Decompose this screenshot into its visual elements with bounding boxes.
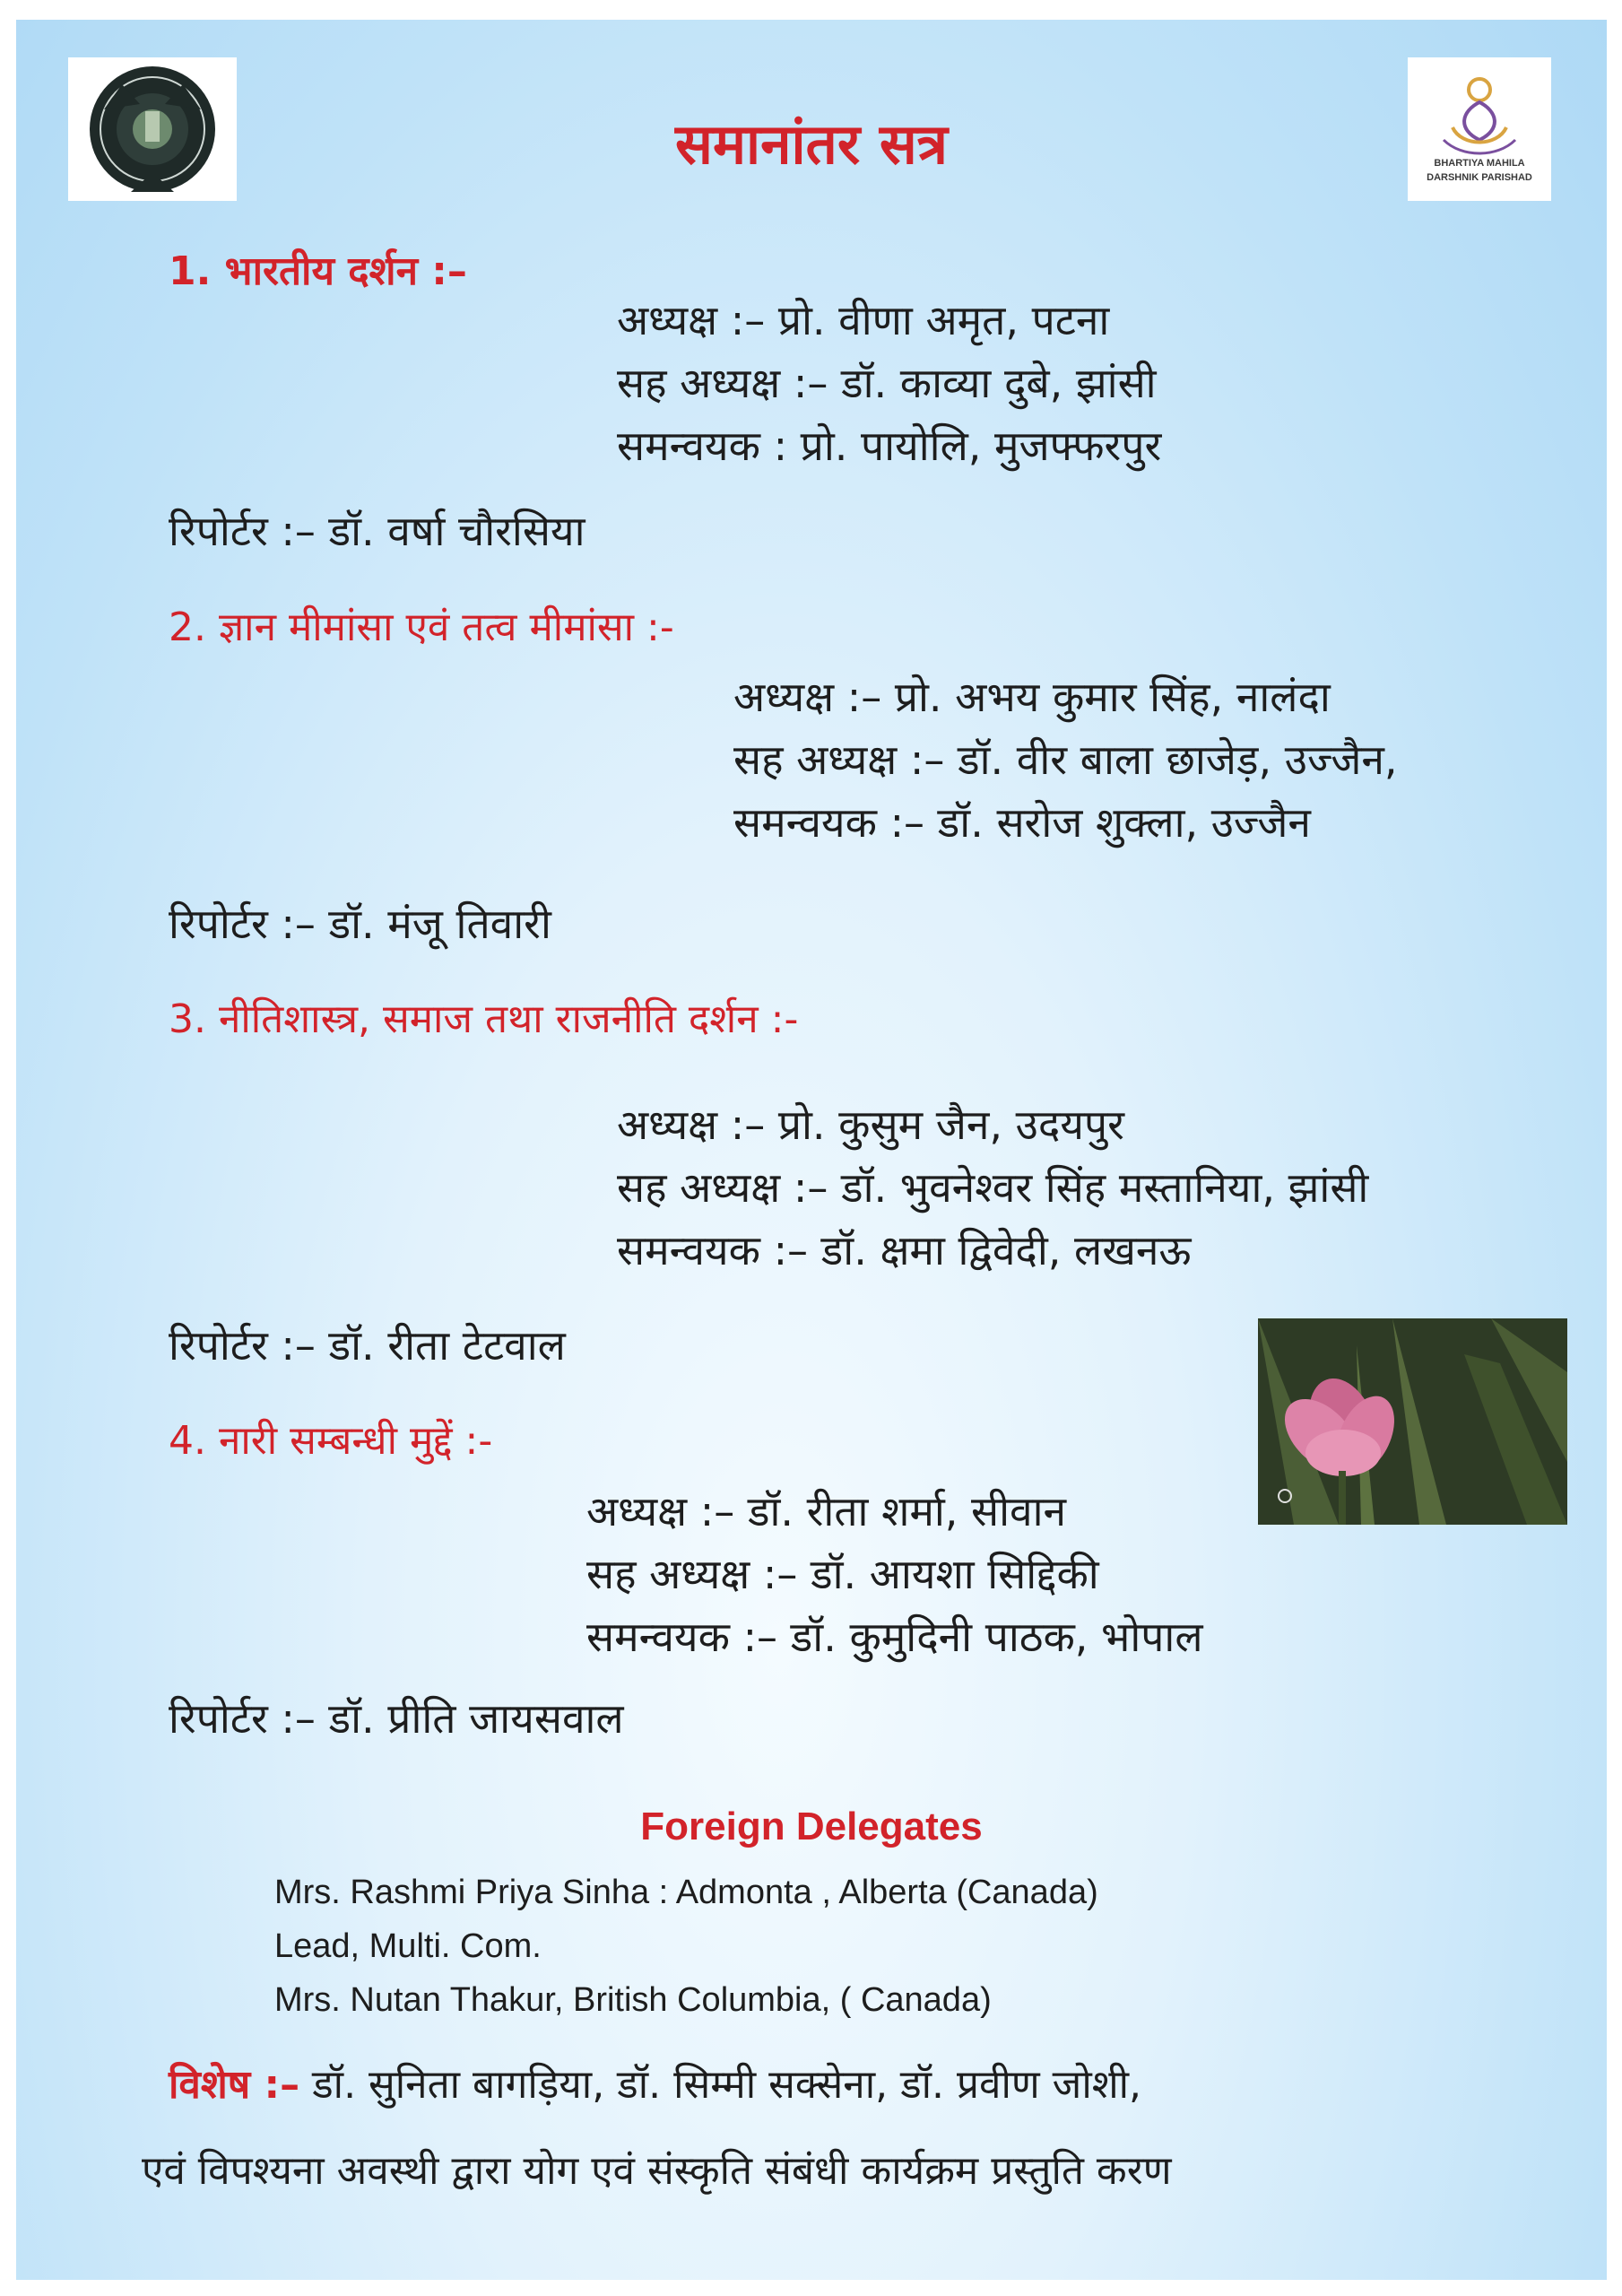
section-3-reporter: रिपोर्टर :– डॉ. रीता टेटवाल [169, 1321, 566, 1370]
section-1-heading: 1. भारतीय दर्शन :– [169, 248, 467, 294]
special-label: विशेष :– [169, 2062, 300, 2108]
foreign-delegates-list [274, 1866, 1098, 2027]
logo-text-line1: BHARTIYA MAHILA [1434, 158, 1525, 169]
section-1-reporter: रिपोर्टर :– डॉ. वर्षा चौरसिया [169, 507, 585, 555]
section-2-chair: अध्यक्ष :– प्रो. अभय कुमार सिंह, नालंदा [733, 673, 1331, 721]
logo-text-line2: DARSHNIK PARISHAD [1427, 172, 1532, 183]
special-names: डॉ. सुनिता बागड़िया, डॉ. सिम्मी सक्सेना, डॉ. प्रवीण जोशी, [299, 2062, 1142, 2108]
section-3-roles [617, 1093, 1368, 1282]
section-2-reporter: रिपोर्टर :– डॉ. मंजू तिवारी [169, 900, 551, 948]
section-4-roles [586, 1480, 1203, 1668]
section-2-coordinator: समन्वयक :– डॉ. सरोज शुक्ला, उज्जैन [733, 798, 1311, 847]
foreign-delegate-line: Mrs. Rashmi Priya Sinha : Admonta , Alberta (Canada) [274, 1874, 1098, 1911]
section-4-heading: 4. नारी सम्बन्धी मुद्दें :- [169, 1418, 493, 1464]
section-3-co-chair: सह अध्यक्ष :– डॉ. भुवनेश्वर सिंह मस्तानिया, झांसी [617, 1163, 1369, 1212]
section-1-roles [617, 289, 1161, 477]
section-3-chair: अध्यक्ष :– प्रो. कुसुम जैन, उदयपुर [617, 1100, 1124, 1149]
special-line-2: एवं विपश्यना अवस्थी द्वारा योग एवं संस्कृति संबंधी कार्यक्रम प्रस्तुति करण [142, 2148, 1172, 2194]
section-1-chair: अध्यक्ष :– प्रो. वीणा अमृत, पटना [617, 296, 1110, 344]
section-2-heading: 2. ज्ञान मीमांसा एवं तत्व मीमांसा :- [169, 604, 674, 650]
lotus-flower-icon [1258, 1318, 1567, 1525]
section-2-co-chair: सह अध्यक्ष :– डॉ. वीर बाला छाजेड़, उज्जैन, [733, 735, 1398, 784]
program-page [16, 20, 1607, 2280]
lotus-photo [1258, 1318, 1567, 1525]
foreign-delegates-title: Foreign Delegates [640, 1805, 983, 1848]
section-2-roles [733, 665, 1398, 854]
special-line-1 [169, 2056, 1141, 2109]
foreign-delegate-line: Mrs. Nutan Thakur, British Columbia, ( Canada) [274, 1981, 992, 2019]
section-4-co-chair: सह अध्यक्ष :– डॉ. आयशा सिद्दिकी [586, 1550, 1099, 1598]
foreign-delegate-line: Lead, Multi. Com. [274, 1927, 542, 1965]
section-3-heading: 3. नीतिशास्त्र, समाज तथा राजनीति दर्शन :- [169, 996, 799, 1042]
section-1-coordinator: समन्वयक : प्रो. पायोलि, मुजफ्फरपुर [617, 422, 1162, 470]
section-1-co-chair: सह अध्यक्ष :– डॉ. काव्या दुबे, झांसी [617, 359, 1157, 407]
section-4-reporter: रिपोर्टर :– डॉ. प्रीति जायसवाल [169, 1694, 624, 1743]
section-3-coordinator: समन्वयक :– डॉ. क्षमा द्विवेदी, लखनऊ [617, 1226, 1192, 1274]
page-title: समानांतर सत्र [675, 111, 948, 177]
section-4-chair: अध्यक्ष :– डॉ. रीता शर्मा, सीवान [586, 1487, 1067, 1535]
section-4-coordinator: समन्वयक :– डॉ. कुमुदिनी पाठक, भोपाल [586, 1613, 1203, 1661]
